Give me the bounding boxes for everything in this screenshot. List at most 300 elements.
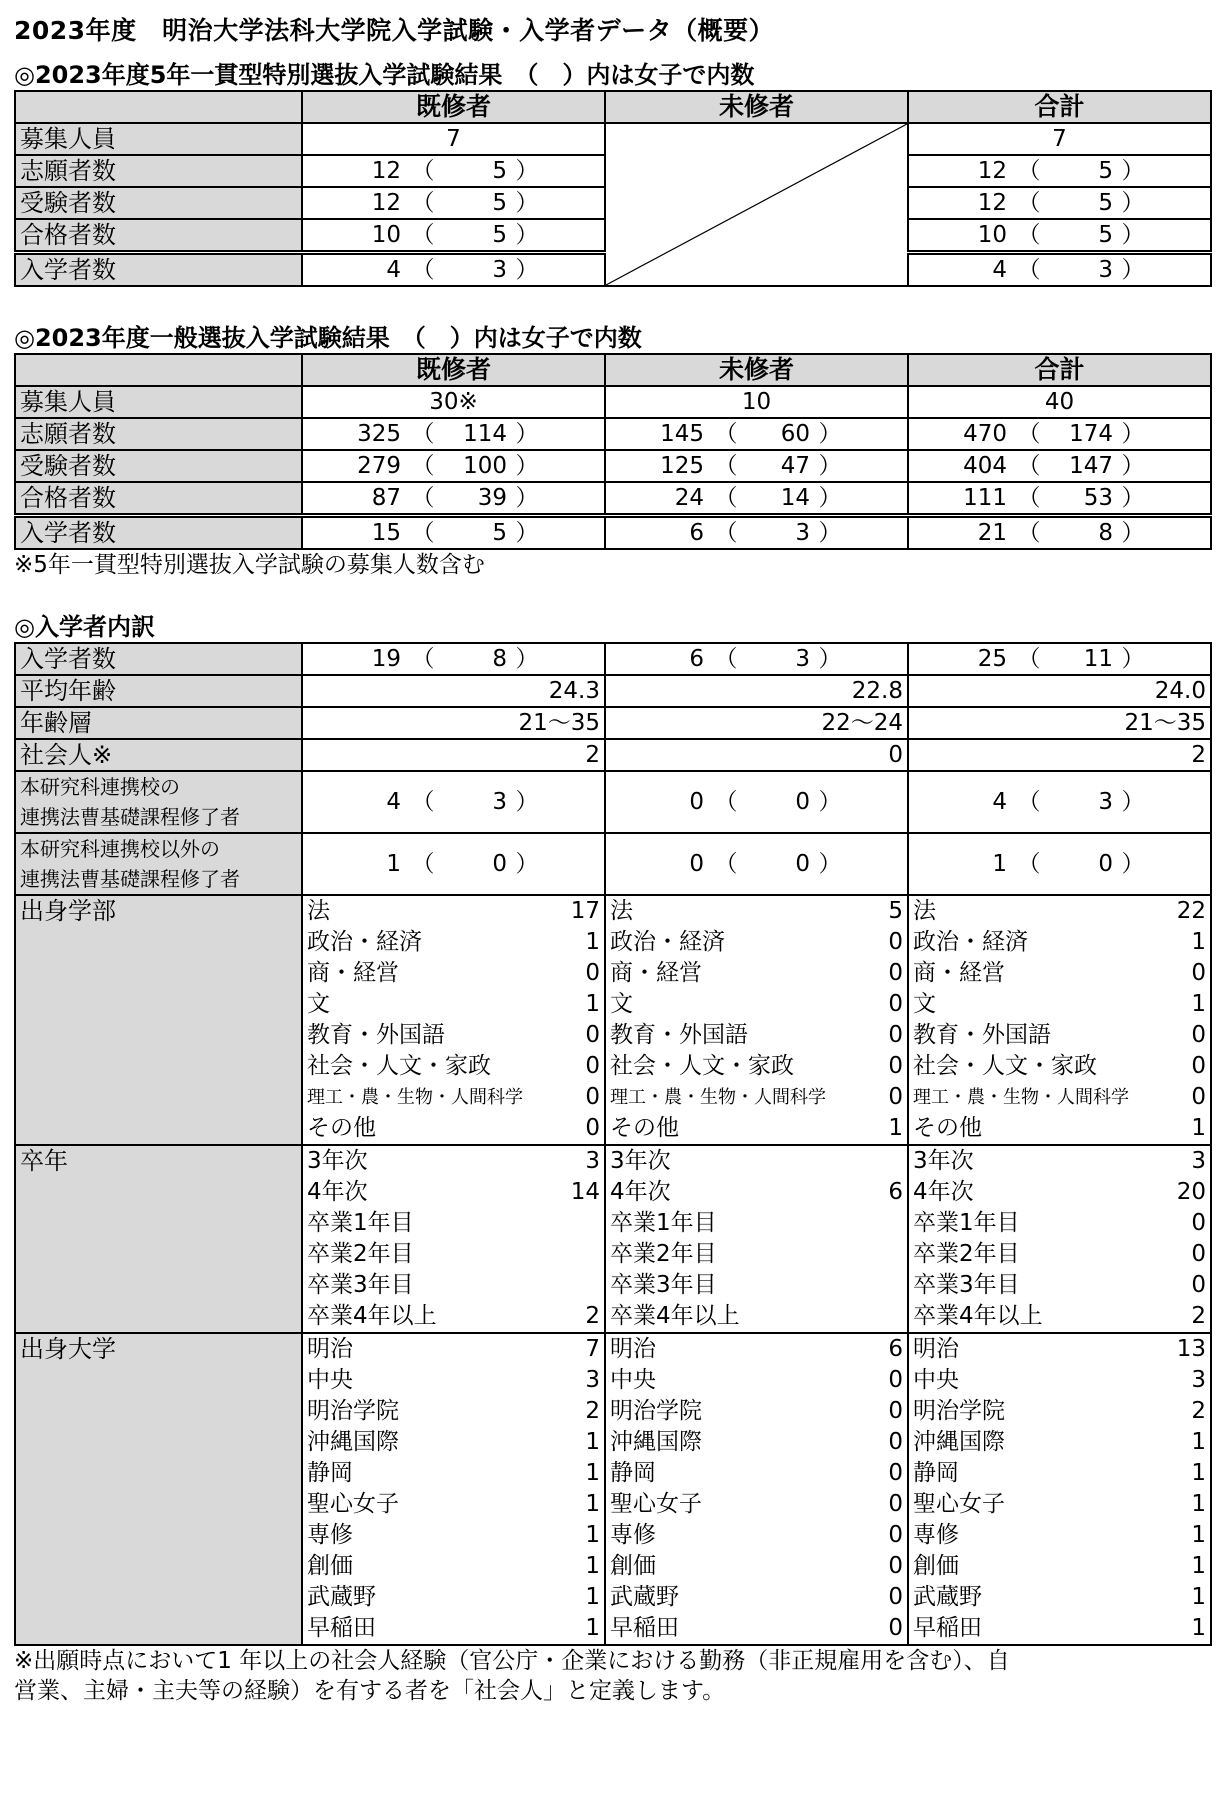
value-cell [908,450,1211,482]
female-count: 5 [1098,158,1113,184]
item-name: 明治 [913,1336,959,1362]
item-count: 1 [585,991,600,1017]
item-count: 0 [888,1615,903,1641]
item-name: 卒業1年目 [913,1210,1020,1236]
open-paren: （ [1017,257,1041,283]
list-item [302,1489,605,1520]
close-paren: ） [1121,222,1145,248]
value-cell: 21～35 [908,707,1211,739]
close-paren: ） [1121,789,1145,815]
item-count: 0 [1191,960,1206,986]
value-cell: 21～35 [302,707,605,739]
count-with-female [909,483,1210,513]
close-paren: ） [818,520,842,546]
list-item [302,1365,605,1396]
open-paren: （ [1017,158,1041,184]
value-cell [908,253,1211,287]
item-name: 4年次 [913,1179,974,1205]
row-label [15,771,302,833]
list-item [908,1177,1211,1208]
female-count: 3 [492,257,507,283]
enrollee-breakdown-table [14,642,1212,1646]
item-count: 5 [888,898,903,924]
item-name: 社会・人文・家政 [913,1053,1097,1079]
item-count: 0 [1191,1022,1206,1048]
open-paren: （ [714,520,738,546]
total-count: 87 [371,485,401,511]
item-name: 専修 [307,1522,353,1548]
count-with-female [606,419,907,449]
header-kishu: 既修者 [302,354,605,386]
header-kishu: 既修者 [302,91,605,123]
table-row [15,739,1211,771]
item-count: 2 [1191,1303,1206,1329]
value-cell [605,643,908,675]
value-cell [908,482,1211,516]
total-count: 279 [357,453,401,479]
open-paren: （ [411,851,435,877]
item-count: 1 [585,1553,600,1579]
item-count: 3 [585,1367,600,1393]
item-name: 卒業2年目 [307,1241,414,1267]
value-cell: 22.8 [605,675,908,707]
female-count: 3 [795,646,810,672]
item-name: 沖縄国際 [913,1429,1005,1455]
value-cell [908,643,1211,675]
count-with-female [303,419,604,449]
list-item [605,1427,908,1458]
item-name: 明治学院 [610,1398,702,1424]
header-blank [15,91,302,123]
value-cell [302,418,605,450]
open-paren: （ [1017,453,1041,479]
table-row [15,386,1211,418]
item-count: 1 [585,929,600,955]
list-item [605,895,908,927]
list-item [302,1396,605,1427]
table-row [15,771,1211,833]
item-count: 0 [585,1022,600,1048]
list-item [605,1082,908,1113]
item-name: 卒業1年目 [610,1210,717,1236]
female-count: 147 [1069,453,1113,479]
female-count: 47 [780,453,810,479]
item-count: 0 [1191,1084,1206,1110]
row-label: 入学者数 [15,516,302,550]
list-item [605,1270,908,1301]
item-count: 0 [888,1553,903,1579]
list-item [605,1551,908,1582]
section1-title: ◎2023年度5年一貫型特別選抜入学試験結果 （ ）内は女子で内数 [14,61,755,89]
list-item [302,1208,605,1239]
list-item [908,1396,1211,1427]
total-count: 145 [660,421,704,447]
close-paren: ） [1121,190,1145,216]
value-cell [605,516,908,550]
list-item [908,1489,1211,1520]
close-paren: ） [1121,453,1145,479]
close-paren: ） [1121,520,1145,546]
value-cell: 24.3 [302,675,605,707]
item-name: 創価 [610,1553,656,1579]
item-name: 武蔵野 [307,1584,376,1610]
row-label: 志願者数 [15,418,302,450]
close-paren: ） [515,453,539,479]
row-label: 社会人※ [15,739,302,771]
item-name: 早稲田 [307,1615,376,1641]
item-name: 聖心女子 [307,1491,399,1517]
total-count: 12 [371,158,401,184]
item-count: 3 [585,1148,600,1174]
value-cell [302,771,605,833]
open-paren: （ [411,646,435,672]
count-with-female [909,849,1210,879]
close-paren: ） [515,421,539,447]
count-with-female [909,220,1210,250]
list-item [908,1365,1211,1396]
list-item [302,1113,605,1145]
item-count: 1 [1191,1429,1206,1455]
open-paren: （ [411,485,435,511]
item-count: 0 [888,1491,903,1517]
item-name: 静岡 [913,1460,959,1486]
header-total: 合計 [908,91,1211,123]
item-count: 0 [585,1084,600,1110]
close-paren: ） [818,421,842,447]
count-value: 10 [741,389,772,415]
item-count: 0 [1191,1210,1206,1236]
total-count: 24 [674,485,704,511]
list-item [908,958,1211,989]
close-paren: ） [515,851,539,877]
special-selection-table [14,90,1212,287]
section2-note: ※5年一貫型特別選抜入学試験の募集人数含む [14,552,485,578]
table-row [15,707,1211,739]
open-paren: （ [1017,520,1041,546]
value-cell [908,187,1211,219]
row-label-line2: 連携法曹基礎課程修了者 [20,867,240,891]
item-count: 6 [888,1336,903,1362]
page-title: 2023年度 明治大学法科大学院入学試験・入学者データ（概要） [14,16,775,45]
item-count: 1 [585,1522,600,1548]
item-name: 卒業2年目 [913,1241,1020,1267]
list-item [302,1582,605,1613]
item-count: 13 [1176,1336,1206,1362]
count-with-female [606,483,907,513]
close-paren: ） [515,485,539,511]
item-count: 1 [1191,1115,1206,1141]
item-name: 文 [610,991,633,1017]
total-count: 25 [977,646,1007,672]
item-name: 理工・農・生物・人間科学 [610,1087,826,1108]
item-name: 社会・人文・家政 [307,1053,491,1079]
close-paren: ） [515,222,539,248]
value-cell [908,155,1211,187]
item-count: 0 [888,1053,903,1079]
close-paren: ） [1121,485,1145,511]
value-cell [302,833,605,895]
list-item [908,1020,1211,1051]
close-paren: ） [515,257,539,283]
item-count: 1 [585,1584,600,1610]
open-paren: （ [1017,646,1041,672]
list-item [908,1082,1211,1113]
count-with-female [909,644,1210,674]
row-label: 受験者数 [15,187,302,219]
list-item [908,1582,1211,1613]
item-count: 0 [888,929,903,955]
item-count: 20 [1176,1179,1206,1205]
value-cell [908,833,1211,895]
value-cell: 24.0 [908,675,1211,707]
item-name: 社会・人文・家政 [610,1053,794,1079]
item-count: 1 [585,1491,600,1517]
list-item [302,1051,605,1082]
list-item [605,1333,908,1365]
item-name: 文 [913,991,936,1017]
close-paren: ） [515,190,539,216]
close-paren: ） [818,646,842,672]
female-count: 0 [795,851,810,877]
list-item [908,1113,1211,1145]
close-paren: ） [515,520,539,546]
item-count: 0 [888,1367,903,1393]
item-name: 明治 [610,1336,656,1362]
open-paren: （ [1017,851,1041,877]
list-item [908,1551,1211,1582]
item-count: 0 [888,1460,903,1486]
total-count: 125 [660,453,704,479]
value-cell [605,482,908,516]
table-row [15,643,1211,675]
total-count: 4 [992,257,1007,283]
item-name: 4年次 [610,1179,671,1205]
female-count: 53 [1083,485,1113,511]
item-name: 卒業3年目 [307,1272,414,1298]
item-count: 0 [1191,1272,1206,1298]
table-row [15,1333,1211,1365]
value-cell [302,482,605,516]
table-row [15,675,1211,707]
item-count: 22 [1176,898,1206,924]
open-paren: （ [411,257,435,283]
item-count: 0 [888,1522,903,1548]
list-item [908,1333,1211,1365]
item-count: 17 [570,898,600,924]
total-count: 4 [386,789,401,815]
row-label: 合格者数 [15,482,302,516]
list-item [908,1427,1211,1458]
item-name: 聖心女子 [610,1491,702,1517]
item-name: 商・経営 [610,960,702,986]
list-item [302,1020,605,1051]
item-count: 2 [585,1398,600,1424]
female-count: 0 [795,789,810,815]
item-name: 商・経営 [913,960,1005,986]
item-count: 1 [585,1460,600,1486]
list-item [302,1613,605,1645]
total-count: 0 [689,789,704,815]
footnote-line1: ※出願時点において1 年以上の社会人経験（官公庁・企業における勤務（非正規雇用を含む）、自 [14,1648,1010,1674]
section2-title: ◎2023年度一般選抜入学試験結果 （ ）内は女子で内数 [14,324,642,352]
open-paren: （ [714,851,738,877]
total-count: 0 [689,851,704,877]
list-item [908,1613,1211,1645]
item-count: 0 [585,960,600,986]
list-item [908,1520,1211,1551]
item-name: 創価 [307,1553,353,1579]
female-count: 5 [492,158,507,184]
value-cell [908,219,1211,253]
female-count: 14 [780,485,810,511]
list-item [908,1270,1211,1301]
open-paren: （ [1017,421,1041,447]
value-cell [302,187,605,219]
female-count: 3 [795,520,810,546]
list-item [302,1551,605,1582]
open-paren: （ [411,222,435,248]
list-item [605,1613,908,1645]
item-name: 理工・農・生物・人間科学 [913,1087,1129,1108]
female-count: 0 [492,851,507,877]
item-name: 法 [610,898,633,924]
item-name: 中央 [913,1367,959,1393]
value-cell [302,219,605,253]
row-label: 志願者数 [15,155,302,187]
list-item [605,1239,908,1270]
row-label: 卒年 [15,1145,302,1333]
female-count: 5 [1098,222,1113,248]
female-count: 174 [1069,421,1113,447]
list-item [605,1520,908,1551]
item-name: 3年次 [913,1148,974,1174]
item-count: 1 [1191,929,1206,955]
female-count: 5 [1098,190,1113,216]
header-mishu: 未修者 [605,91,908,123]
table-row [15,833,1211,895]
list-item [302,1333,605,1365]
list-item [302,1270,605,1301]
count-with-female [303,849,604,879]
item-name: 武蔵野 [913,1584,982,1610]
row-label [15,833,302,895]
count-with-female [303,518,604,548]
value-cell [908,516,1211,550]
header-mishu: 未修者 [605,354,908,386]
count-with-female [303,188,604,218]
total-count: 15 [371,520,401,546]
list-item [302,1082,605,1113]
item-count: 0 [1191,1241,1206,1267]
item-name: その他 [610,1115,679,1141]
close-paren: ） [515,789,539,815]
close-paren: ） [515,646,539,672]
open-paren: （ [411,421,435,447]
row-label: 出身大学 [15,1333,302,1645]
value-cell [302,450,605,482]
item-count: 0 [585,1053,600,1079]
table-row [15,516,1211,550]
value-cell [908,386,1211,418]
item-count: 1 [1191,1522,1206,1548]
general-selection-table [14,353,1212,550]
count-with-female [303,156,604,186]
count-value: 40 [1044,389,1075,415]
value-cell [302,516,605,550]
item-count: 0 [888,1022,903,1048]
female-count: 0 [1098,851,1113,877]
item-count: 6 [888,1179,903,1205]
total-count: 6 [689,646,704,672]
list-item [605,927,908,958]
item-count: 1 [888,1115,903,1141]
item-name: 文 [307,991,330,1017]
value-cell: 22～24 [605,707,908,739]
list-item [908,1239,1211,1270]
item-name: 卒業1年目 [307,1210,414,1236]
list-item [605,1365,908,1396]
item-count: 14 [570,1179,600,1205]
item-name: 3年次 [610,1148,671,1174]
row-label: 入学者数 [15,253,302,287]
total-count: 19 [371,646,401,672]
item-count: 2 [585,1303,600,1329]
footnote-line2: 営業、主婦・主夫等の経験）を有する者を「社会人」と定義します。 [14,1678,726,1704]
row-label: 受験者数 [15,450,302,482]
row-label: 合格者数 [15,219,302,253]
item-name: 中央 [307,1367,353,1393]
close-paren: ） [818,453,842,479]
item-name: その他 [913,1115,982,1141]
item-count: 1 [1191,991,1206,1017]
item-count: 3 [1191,1367,1206,1393]
total-count: 1 [386,851,401,877]
table-row [15,418,1211,450]
item-name: 商・経営 [307,960,399,986]
header-blank [15,354,302,386]
list-item [302,1458,605,1489]
total-count: 4 [992,789,1007,815]
item-name: 法 [307,898,330,924]
item-name: 教育・外国語 [913,1022,1051,1048]
row-label-line1: 本研究科連携校以外の [20,837,220,861]
value-cell [302,155,605,187]
list-item [605,1301,908,1333]
item-name: 沖縄国際 [610,1429,702,1455]
female-count: 11 [1083,646,1113,672]
item-name: 早稲田 [610,1615,679,1641]
list-item [605,1020,908,1051]
list-item [605,1458,908,1489]
list-item [908,1458,1211,1489]
open-paren: （ [1017,190,1041,216]
item-count: 1 [585,1615,600,1641]
count-with-female [606,518,907,548]
list-item [302,1520,605,1551]
table-row [15,482,1211,516]
mishu-not-applicable [605,123,908,286]
item-name: 卒業2年目 [610,1241,717,1267]
value-cell [302,123,605,155]
total-count: 12 [977,190,1007,216]
item-name: 政治・経済 [913,929,1028,955]
item-count: 1 [1191,1553,1206,1579]
item-name: その他 [307,1115,376,1141]
item-count: 0 [1191,1053,1206,1079]
item-count: 1 [1191,1615,1206,1641]
value-cell [302,643,605,675]
list-item [302,1301,605,1333]
